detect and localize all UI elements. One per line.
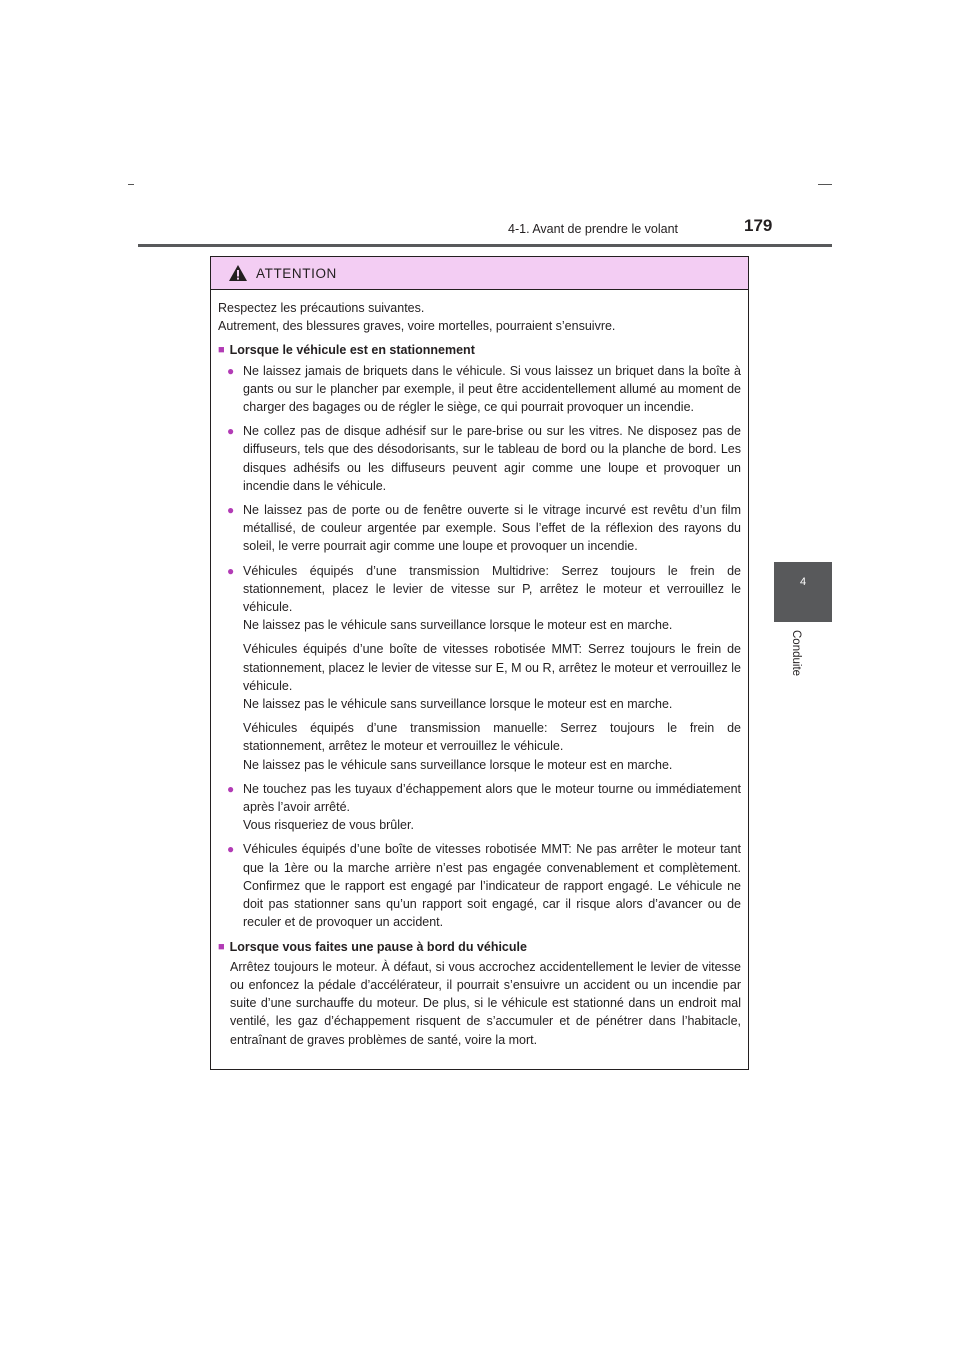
list-item-text xyxy=(243,780,741,835)
list-item xyxy=(227,562,741,774)
header-rule xyxy=(138,244,832,247)
text-line: Ne laissez pas le véhicule sans surveillance lorsque le moteur est en marche. xyxy=(243,757,673,772)
crop-mark-right xyxy=(818,184,832,185)
page-number: 179 xyxy=(744,216,773,235)
list-item xyxy=(227,362,741,417)
list-item-text: Ne laissez pas de porte ou de fenêtre ouverte si le vitrage incurvé est revêtu d’un film métallisé, de couleur argentée par exemple. Sous l’effet de la réflexion des rayons du soleil, le verre pourrait agir comme une loupe et provoquer un incendie. xyxy=(243,503,741,554)
paragraph xyxy=(243,562,741,635)
bullet-dot-icon: ● xyxy=(227,842,235,857)
crop-mark-left xyxy=(128,184,134,185)
text-line: Ne laissez pas le véhicule sans surveillance lorsque le moteur est en marche. xyxy=(243,618,673,633)
chapter-number: 4 xyxy=(799,576,807,588)
warning-triangle-icon xyxy=(228,264,248,282)
list-item xyxy=(227,422,741,495)
section-heading-text: Lorsque vous faites une pause à bord du véhicule xyxy=(229,939,527,954)
section-paragraph: Arrêtez toujours le moteur. À défaut, si vous accrochez accidentellement le levier de vitesse ou enfoncez la pédale d’accélérateur, il pourrait s’ensuivre un accident ou un incendie par suite d’une surchauffe du moteur. De plus, si le véhicule est stationné dans un endroit mal ventilé, les gaz d’échappement risquent de s’accumuler et de pénétrer dans l’habitacle, entraînant de graves problèmes de santé, voire la mort. xyxy=(230,959,741,1047)
bullet-dot-icon: ● xyxy=(227,424,235,439)
list-item xyxy=(227,840,741,931)
text-line: Véhicules équipés d’une transmission manuelle: Serrez toujours le frein de stationnement, arrêtez le moteur et verrouillez le véhicule. xyxy=(243,721,741,754)
square-bullet-icon: ■ xyxy=(218,344,225,357)
paragraph xyxy=(243,719,741,774)
chapter-label: Conduite xyxy=(790,630,802,677)
attention-header xyxy=(211,257,748,290)
attention-intro xyxy=(218,299,741,335)
list-item-text: Ne collez pas de disque adhésif sur le pare-brise ou sur les vitres. Ne disposez pas de diffuseurs, tels que des désodorisants, sur le tableau de bord ou la planche de bord. Les disques adhésifs ou les diffuseurs peuvent agir comme une loupe et provoquer un incendie dans le véhicule. xyxy=(243,424,741,493)
bullet-dot-icon: ● xyxy=(227,563,235,578)
list-item-text: Véhicules équipés d’une boîte de vitesses robotisée MMT: Ne pas arrêter le moteur tant que la 1ère ou la marche arrière n’est pas engagée convenablement et complètement. Confirmez que le rapport est engagé par l’indicateur de rapport engagé. Le véhicule ne doit pas stationner sans qu’un rapport soit engagé, car il risque alors d’avancer ou de reculer et de provoquer un accident. xyxy=(243,842,741,930)
attention-body xyxy=(211,290,748,1049)
intro-line: Respectez les précautions suivantes. xyxy=(218,301,425,315)
paragraph xyxy=(243,640,741,713)
list-item xyxy=(227,501,741,556)
list-item-text: Ne laissez jamais de briquets dans le véhicule. Si vous laissez un briquet dans la boîte à gants ou sur le plancher par exemple, il peut être accidentellement allumé au moment de charger des bagages ou de régler le siège, ce qui pourrait provoquer un incendie. xyxy=(243,363,741,415)
intro-line: Autrement, des blessures graves, voire mortelles, pourraient s’ensuivre. xyxy=(218,319,616,334)
text-line: Ne laissez pas le véhicule sans surveillance lorsque le moteur est en marche. xyxy=(243,697,673,712)
attention-title: ATTENTION xyxy=(256,265,337,281)
bullet-dot-icon: ● xyxy=(227,363,235,378)
text-line: Véhicules équipés d’une boîte de vitesses robotisée MMT: Serrez toujours le frein de stationnement, placez le levier de vitesse sur E, M ou R, arrêtez le moteur et verrouillez le véhicule. xyxy=(243,642,741,693)
header-section-title: 4-1. Avant de prendre le volant xyxy=(508,222,679,236)
list-item-text xyxy=(243,562,741,774)
attention-box xyxy=(210,256,749,1070)
text-line: Vous risqueriez de vous brûler. xyxy=(243,818,414,833)
text-line: Véhicules équipés d’une transmission Multidrive: Serrez toujours le frein de stationnement, placez le levier de vitesse sur P, arrêtez le moteur et verrouillez le véhicule. xyxy=(243,563,741,615)
section-heading-parking xyxy=(218,341,741,359)
list-item xyxy=(227,780,741,835)
bullet-dot-icon: ● xyxy=(227,781,235,796)
bullet-dot-icon: ● xyxy=(227,503,235,518)
section-heading-pause xyxy=(218,938,741,956)
section-heading-text: Lorsque le véhicule est en stationnement xyxy=(229,343,475,358)
square-bullet-icon: ■ xyxy=(218,940,225,953)
chapter-tab xyxy=(774,562,832,622)
text-line: Ne touchez pas les tuyaux d’échappement alors que le moteur tourne ou immédiatement après l’avoir arrêté. xyxy=(243,781,741,815)
